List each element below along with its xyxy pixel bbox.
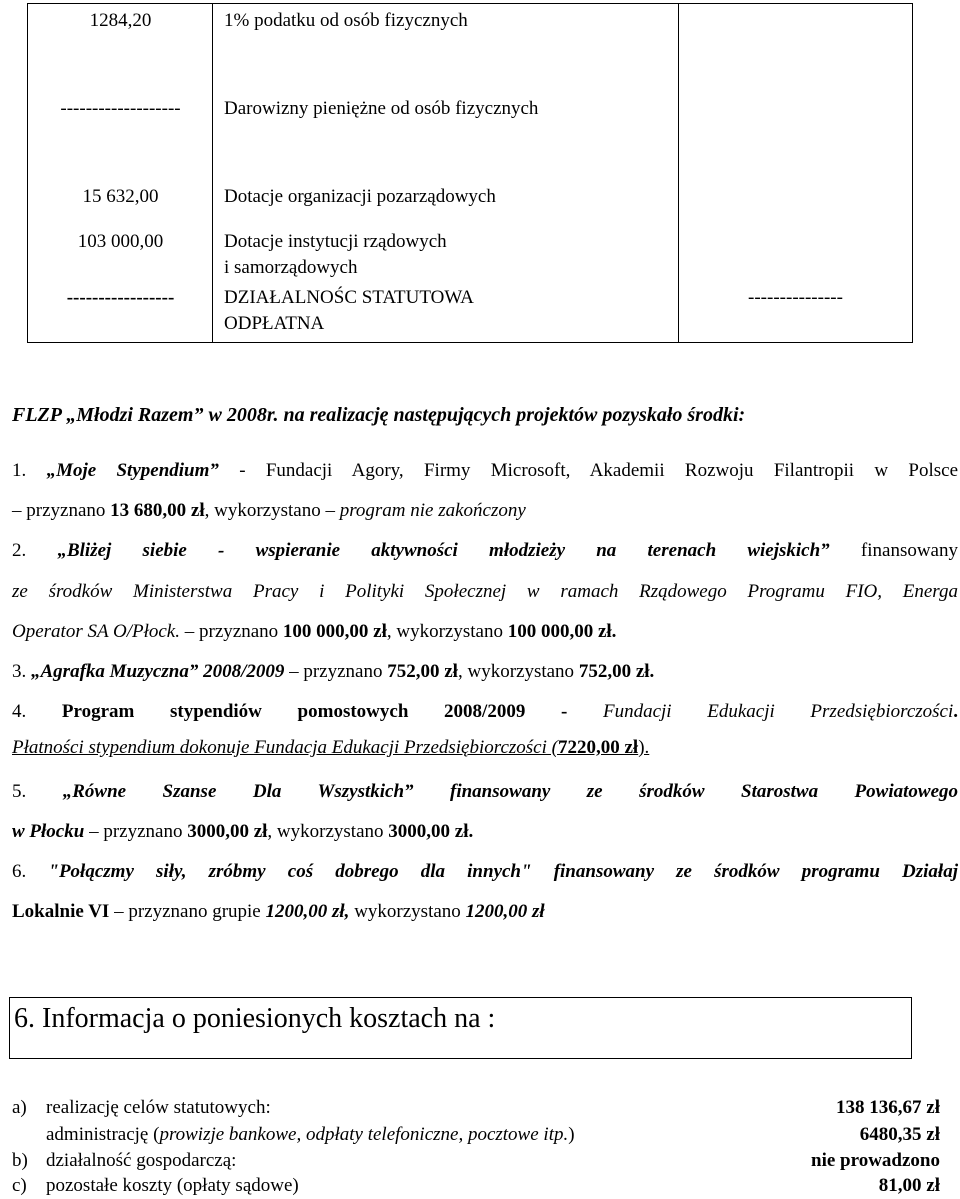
project-title: Program stypendiów pomostowych 2008/2009	[61, 701, 526, 722]
project-5-line-2	[12, 821, 958, 843]
project-text: – przyznano	[284, 661, 388, 682]
table-row-amount: 103 000,00	[77, 231, 164, 252]
projects-heading: FLZP „Młodzi Razem” w 2008r. na realizację następujących projektów pozyskało środki:	[12, 404, 746, 426]
project-text: , wykorzystano	[267, 821, 389, 842]
used-amount: 3000,00 zł.	[388, 821, 474, 842]
project-number: 5.	[12, 781, 27, 802]
cost-item	[12, 1122, 940, 1148]
project-4-line-1	[12, 701, 958, 723]
project-title: „Bliżej siebie - wspieranie aktywności młodzieży na terenach wiejskich”	[57, 540, 830, 561]
project-number: 3.	[12, 661, 27, 682]
table-row-label: DZIAŁALNOŚC STATUTOWA	[224, 287, 474, 308]
table-row-label: Dotacje instytucji rządowych	[224, 231, 447, 252]
table-row-label: ODPŁATNA	[224, 313, 325, 334]
project-2-line-1	[12, 540, 958, 562]
project-text: , wykorzystano	[457, 661, 579, 682]
project-text: , wykorzystano –	[204, 500, 340, 521]
project-1-line-1	[12, 460, 958, 482]
project-text: – przyznano	[12, 500, 111, 521]
project-text: , wykorzystano	[386, 621, 508, 642]
cost-value: 138 136,67 zł	[836, 1097, 940, 1118]
project-text: finansowany	[829, 540, 958, 561]
cost-label: prowizje bankowe, odpłaty telefoniczne, pocztowe itp.	[159, 1124, 569, 1145]
used-amount: 1200,00 zł	[465, 901, 545, 922]
project-6-line-2	[12, 901, 958, 923]
cost-value: 81,00 zł	[878, 1175, 940, 1196]
project-text: – przyznano grupie	[109, 901, 266, 922]
project-title: Lokalnie VI	[12, 901, 110, 922]
project-5-line-1	[12, 781, 958, 803]
project-number: 4.	[12, 701, 27, 722]
project-title: "Połączmy siły, zróbmy coś dobrego dla innych" finansowany ze środków programu Działaj	[48, 861, 958, 882]
cost-label: pozostałe koszty (opłaty sądowe)	[46, 1175, 299, 1196]
project-2-line-2: ze środków Ministerstwa Pracy i Polityki Społecznej w ramach Rządowego Programu FIO, Energa	[12, 581, 958, 602]
section-6-title: 6. Informacja o poniesionych kosztach na :	[14, 1003, 496, 1034]
project-2-line-3	[12, 621, 958, 643]
cost-value: nie prowadzono	[811, 1150, 940, 1171]
granted-amount: 752,00 zł	[387, 661, 458, 682]
project-title: w Płocku	[12, 821, 85, 842]
project-1-line-2	[12, 500, 958, 522]
table-row-right: ---------------	[748, 287, 843, 308]
project-status: program nie zakończony	[339, 500, 526, 521]
income-table	[27, 3, 913, 343]
granted-amount: 3000,00 zł	[187, 821, 268, 842]
cost-label: realizację celów statutowych:	[46, 1097, 271, 1118]
project-number: 1.	[12, 460, 27, 481]
project-text: wykorzystano	[349, 901, 466, 922]
cost-value: 6480,35 zł	[859, 1124, 940, 1145]
section-6-box	[9, 997, 912, 1059]
table-row-amount: 1284,20	[89, 10, 152, 31]
table-row-label: i samorządowych	[224, 257, 358, 278]
project-org: Fundacji Edukacji Przedsiębiorczości	[602, 701, 954, 722]
cost-prefix: c)	[12, 1175, 27, 1196]
project-text: -	[525, 701, 603, 722]
cost-label: działalność gospodarczą:	[46, 1150, 237, 1171]
granted-amount: 100 000,00 zł	[282, 621, 387, 642]
project-text: .	[953, 701, 959, 722]
project-4-line-2	[12, 737, 958, 759]
cost-label: )	[568, 1124, 575, 1145]
project-text: Operator SA O/Płock.	[12, 621, 180, 642]
table-row-amount: 15 632,00	[82, 186, 159, 207]
project-text: – przyznano	[84, 821, 188, 842]
project-text: Płatności stypendium dokonuje Fundacja Edukacji Przedsiębiorczości (	[12, 737, 558, 758]
cost-item	[12, 1173, 940, 1199]
table-row-label: Darowizny pieniężne od osób fizycznych	[224, 98, 539, 119]
cost-prefix: b)	[12, 1150, 28, 1171]
project-number: 6.	[12, 861, 27, 882]
cost-item	[12, 1148, 940, 1174]
project-6-line-1	[12, 861, 958, 883]
project-title: „Moje Stypendium”	[46, 460, 219, 481]
project-amount: 7220,00 zł	[557, 737, 639, 758]
table-row-label: Dotacje organizacji pozarządowych	[224, 186, 496, 207]
project-title: „Równe Szanse Dla Wszystkich” finansowany ze środków Starostwa Powiatowego	[62, 781, 959, 802]
cost-prefix: a)	[12, 1097, 27, 1118]
project-text: ).	[638, 737, 650, 758]
cost-label: administrację (	[46, 1124, 160, 1145]
table-row-label: 1% podatku od osób fizycznych	[224, 10, 468, 31]
project-text: – przyznano	[180, 621, 283, 642]
used-amount: 100 000,00 zł.	[507, 621, 617, 642]
granted-amount: 1200,00 zł,	[265, 901, 350, 922]
cost-item	[12, 1095, 940, 1121]
granted-amount: 13 680,00 zł	[110, 500, 205, 521]
used-amount: 752,00 zł.	[578, 661, 655, 682]
project-text: - Fundacji Agory, Firmy Microsoft, Akademii Rozwoju Filantropii w Polsce	[218, 460, 959, 481]
project-number: 2.	[12, 540, 27, 561]
table-row-amount: -------------------	[60, 98, 181, 119]
table-row-amount: -----------------	[66, 287, 175, 308]
project-title: „Agrafka Muzyczna” 2008/2009	[31, 661, 285, 682]
project-3-line-1	[12, 661, 958, 683]
